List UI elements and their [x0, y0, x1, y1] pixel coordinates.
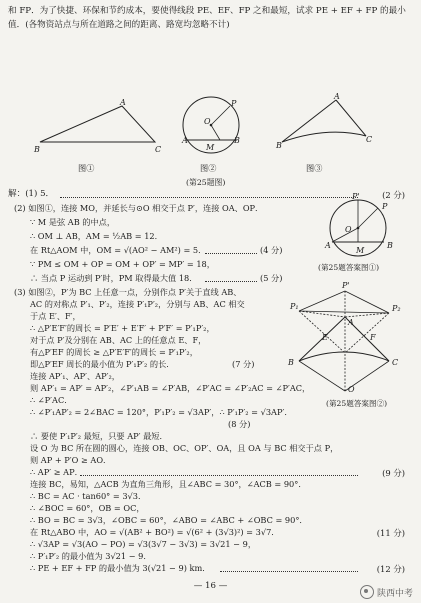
- solution-2a: (2) 如图①，连接 MO，并延长与⊙O 相交于点 P′，连接 OA、OP．: [14, 203, 264, 213]
- leader-dots: [205, 281, 257, 282]
- solution-2e: ∵ PM ≤ OM + OP = OM + OP′ = MP′ = 18，: [30, 259, 215, 269]
- ans2-label-p1: P₁: [290, 302, 299, 311]
- solution-3v: ∴ P′₁P′₂ 的最小值为 3√21 − 9．: [30, 551, 152, 561]
- ans2-label-e: E: [322, 333, 328, 342]
- ans1-label-p-prime: P': [352, 192, 360, 201]
- solution-3d: ∴ △P′E′F′的周长 = P′E′ + E′F′ + P′F′ = P′₁P′₂，: [30, 323, 215, 333]
- leader-dots: [60, 197, 358, 198]
- solution-3a: (3) 如图②，P′为 BC 上任意一点，分别作点 P′关于直线 AB、: [14, 287, 242, 297]
- solution-3n: 则 AP + P′O ≥ AO．: [30, 455, 112, 465]
- ans1-label-p: P: [382, 202, 388, 211]
- solution-3g: 即△P′EF 周长的最小值为 P′₁P′₂ 的长．: [30, 359, 175, 369]
- solution-3u: ∴ √3AP = √3(AO − PO) = √3(3√7 − 3√3) = 3√21 − 9，: [30, 539, 257, 549]
- answer-figure-2-caption: (第25题答案图②): [326, 399, 388, 408]
- fig2-caption: 图②: [200, 163, 217, 173]
- leader-dots: [80, 475, 358, 476]
- intro-line-1: 和 FP．为了快捷、环保和节约成本，要使得线段 PE、EF、FP 之和最短，试求 PE + EF + FP 的最小: [8, 6, 406, 16]
- solution-3i: 则 AP′₁ = AP′ = AP′₂，∠P′₁AB = ∠P′AB，∠P′AC = ∠P′₂AC = ∠P′AC，: [30, 383, 311, 393]
- fig1-caption: 图①: [78, 163, 95, 173]
- score-2d: (4 分): [260, 245, 283, 255]
- fig1-label-c: C: [155, 145, 162, 154]
- ans2-label-c: C: [392, 358, 399, 367]
- answer-figure-1-caption: (第25题答案图①): [318, 263, 380, 272]
- fig2-label-b: B: [234, 136, 240, 145]
- ans2-label-o: O: [348, 385, 355, 394]
- solution-3w: ∴ PE + EF + FP 的最小值为 3(√21 − 9) km．: [30, 563, 211, 573]
- ans2-label-b: B: [288, 358, 294, 367]
- score-2f: (5 分): [260, 273, 283, 283]
- solution-part1: 解：(1) 5．: [8, 189, 55, 199]
- fig1-label-a: A: [120, 98, 126, 107]
- figure-1-triangle: [30, 90, 160, 160]
- leader-dots: [220, 571, 358, 572]
- solution-3b: AC 的对称点 P′₁、P′₂，连接 P′₁P′₂，分别与 AB、AC 相交: [30, 299, 245, 309]
- fig2-label-o: O: [204, 117, 211, 126]
- solution-3m: 设 O 为 BC 所在圆的圆心，连接 OB、OC、OP′、OA，且 OA 与 BC 相交于点 P，: [30, 443, 339, 453]
- ans1-label-a: A: [325, 241, 331, 250]
- solution-3o: ∴ AP′ ≥ AP．: [30, 467, 83, 477]
- solution-3h: 连接 AP′₁、AP′、AP′₂，: [30, 371, 120, 381]
- ans2-label-f: F: [370, 333, 376, 342]
- ans1-label-m: M: [356, 246, 365, 255]
- fig2-label-m: M: [206, 143, 215, 152]
- solution-3j: ∴ ∠P′AC．: [30, 395, 73, 405]
- ans2-label-a: A: [348, 318, 354, 327]
- solution-3k: ∴ ∠P′₁AP′₂ = 2∠BAC = 120°，P′₁P′₂ = √3AP′，∴ P′₁P′₂ = √3AP′．: [30, 407, 293, 417]
- ans1-label-o: O: [345, 225, 352, 234]
- score-3g: (7 分): [232, 359, 255, 369]
- fig1-label-b: B: [34, 145, 40, 154]
- score-3k: (8 分): [228, 419, 251, 429]
- solution-2f: ∴ 当点 P 运动到 P′时，PM 取得最大值 18．: [30, 273, 198, 283]
- fig3-label-b: B: [276, 141, 282, 150]
- ans1-label-b: B: [387, 241, 393, 250]
- score-3o: (9 分): [382, 468, 405, 478]
- score-part1: (2 分): [382, 190, 405, 200]
- intro-line-2: 值．(各物资站点与所在道路之间的距离、路宽均忽略不计): [8, 20, 230, 30]
- ans2-label-p-prime: P': [342, 281, 350, 290]
- solution-2d: 在 Rt△AOM 中，OM = √(AO² − AM²) = 5．: [30, 245, 207, 255]
- solution-3t: 在 Rt△ABO 中，AO = √(AB² + BO²) = √(6² + (3√3)²) = 3√7．: [30, 527, 280, 537]
- solution-3l: ∴ 要使 P′₁P′₂ 最短，只要 AP′ 最短．: [30, 431, 168, 441]
- solution-3c: 于点 E′、F′，: [30, 311, 81, 321]
- solution-3e: 对于点 P′及分别在 AB、AC 上的任意点 E、F，: [30, 335, 207, 345]
- score-3t: (11 分): [376, 528, 405, 538]
- leader-dots: [205, 253, 257, 254]
- watermark-text: 陕西中考: [376, 588, 413, 599]
- score-3w: (12 分): [376, 564, 405, 574]
- answer-figure-2: [285, 283, 403, 401]
- page-number: — 16 —: [193, 581, 228, 591]
- fig3-caption: 图③: [306, 163, 323, 173]
- solution-3s: ∴ BO = BC = 3√3，∠OBC = 60°，∠ABO = ∠ABC + ∠OBC = 90°．: [30, 515, 308, 525]
- watermark: [360, 585, 413, 599]
- ans2-label-p2: P₂: [392, 304, 401, 313]
- solution-3f: 有△P′EF 的周长 ≥ △P′E′F′的周长 = P′₁P′₂，: [30, 347, 198, 357]
- figure-group-caption: (第25题图): [186, 178, 226, 187]
- fig2-label-p: P: [231, 99, 237, 108]
- solution-2b: ∵ M 是弦 AB 的中点，: [30, 217, 116, 227]
- solution-3q: ∴ BC = AC · tan60° = 3√3．: [30, 491, 147, 501]
- wechat-icon: [360, 585, 374, 599]
- solution-3r: ∴ ∠BOC = 60°，OB = OC，: [30, 503, 145, 513]
- fig3-label-c: C: [366, 135, 373, 144]
- solution-2c: ∴ OM ⊥ AB，AM = ½AB = 12．: [30, 231, 163, 241]
- fig3-label-a: A: [334, 92, 340, 101]
- fig2-label-a: A: [182, 136, 188, 145]
- solution-3p: 连接 BC，易知，△ACB 为直角三角形，且∠ABC = 30°，∠ACB = 90°．: [30, 479, 307, 489]
